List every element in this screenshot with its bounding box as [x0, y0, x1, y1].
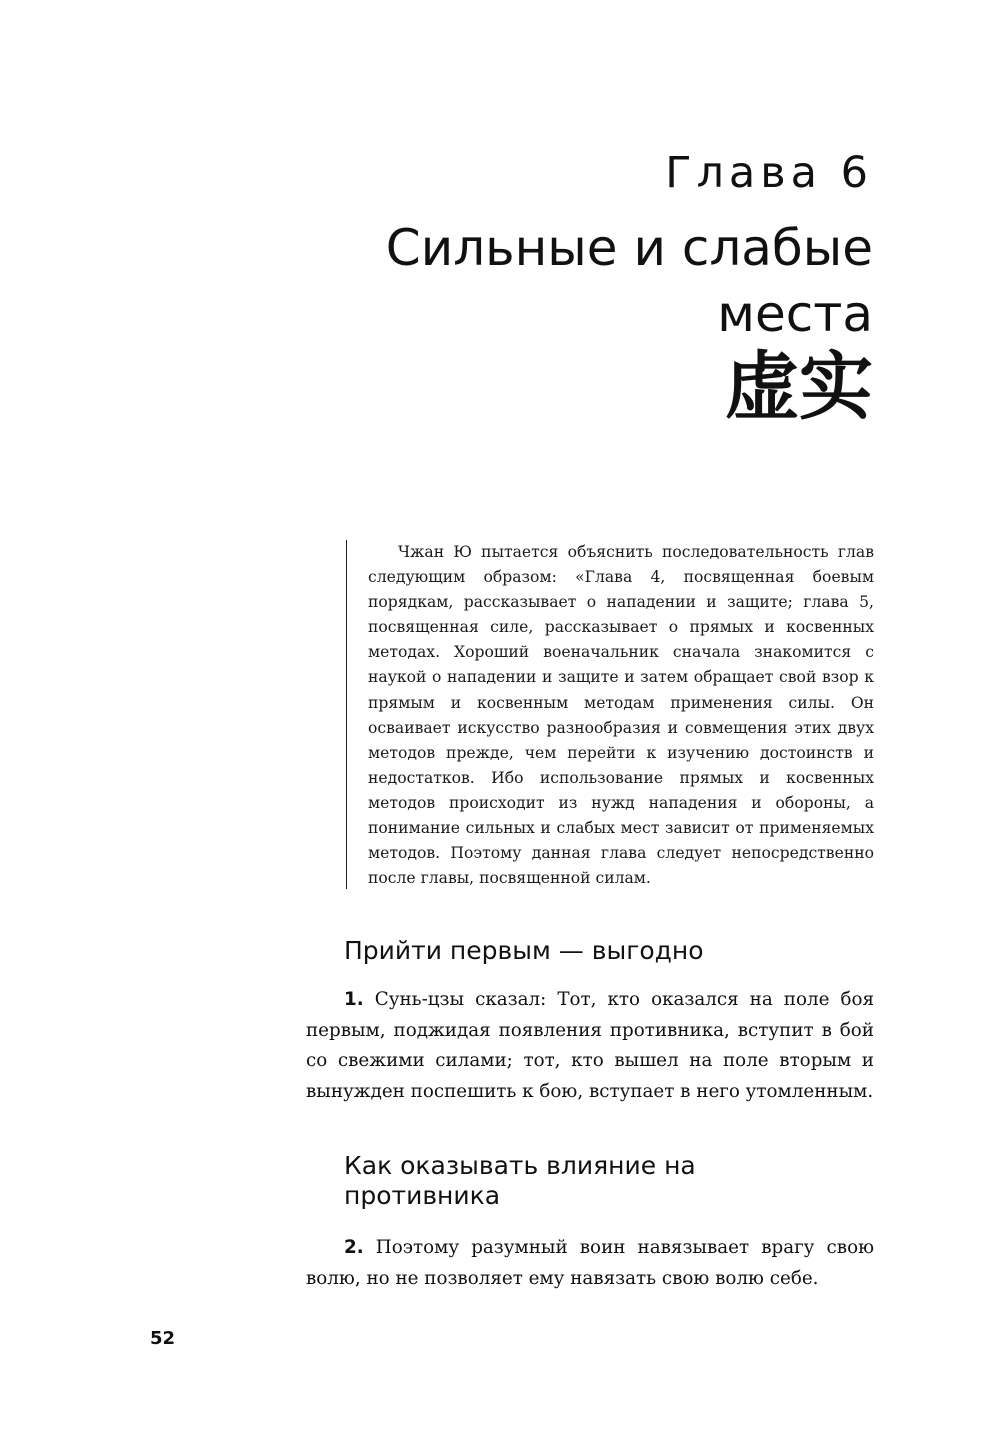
paragraph-text: Поэтому разумный воин навязывает врагу свою волю, но не позволяет ему навязать свою волю себе. — [306, 1237, 875, 1289]
chapter-title: Сильные и слабые места — [385, 219, 873, 343]
section-heading: Прийти первым — выгодно — [344, 936, 704, 965]
paragraph-text: Сунь-цзы сказал: Тот, кто оказался на поле боя первым, поджидая появления противника, вступит в бой со свежими силами; тот, кто вышел на поле вторым и вынужден поспешить к бою, вступает в него утомленным. — [306, 989, 875, 1102]
paragraph-number: 2. — [344, 1237, 364, 1258]
section-paragraph — [306, 985, 874, 1107]
chapter-hanzi: 虚实 — [725, 344, 873, 430]
paragraph-number: 1. — [344, 989, 364, 1010]
section-paragraph — [306, 1233, 874, 1294]
page-number: 52 — [150, 1328, 176, 1349]
commentary-block: Чжан Ю пытается объяснить последовательность глав следующим образом: «Глава 4, посвященная боевым порядкам, рассказывает о нападении и защите; глава 5, посвященная силе, рассказывает о прямых и косвенных методах. Хороший военачальник сначала знакомится с наукой о нападении и защите и затем обращает свой взор к прямым и косвенным методам применения силы. Он осваивает искусство разнообразия и совмещения этих двух методов прежде, чем перейти к изучению достоинств и недостатков. Ибо использование прямых и косвенных методов происходит из нужд нападения и обороны, а понимание сильных и слабых мест зависит от применяемых методов. Поэтому данная глава следует непосредственно после главы, посвященной силам. — [346, 540, 874, 889]
chapter-label: Глава 6 — [665, 148, 873, 198]
section-heading: Как оказывать влияние на противника — [344, 1151, 696, 1210]
